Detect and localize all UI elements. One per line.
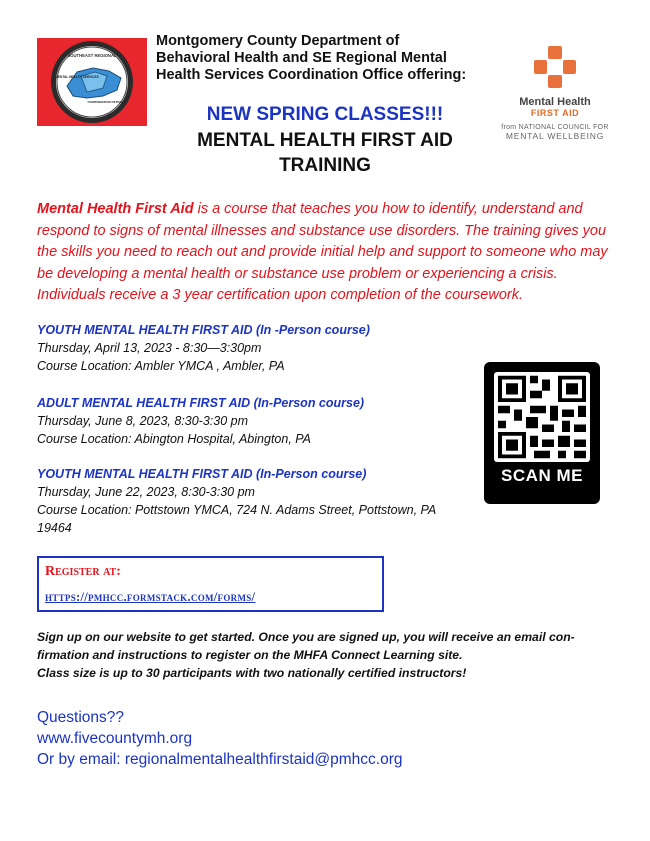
seal-emblem-icon bbox=[37, 38, 147, 126]
course-3 bbox=[37, 465, 469, 537]
seal-top-text: SOUTHEAST REGIONAL bbox=[67, 53, 117, 58]
contact-section bbox=[37, 707, 617, 770]
mhfa-cross-icon bbox=[533, 45, 577, 89]
brand-line-4: MENTAL WELLBEING bbox=[505, 131, 605, 141]
seal-bottom-text: COORDINATION OFFICE bbox=[87, 100, 123, 104]
signup-line-2: Class size is up to 30 participants with two nationally certified instructors! bbox=[37, 666, 467, 680]
organization-header bbox=[156, 33, 496, 84]
seal-left-text: MENTAL HEALTH SERVICES bbox=[55, 75, 99, 79]
register-box bbox=[37, 556, 384, 612]
register-label: Register at: bbox=[45, 564, 121, 579]
website-link[interactable]: www.fivecountymh.org bbox=[37, 730, 193, 747]
mhfa-brand-logo bbox=[500, 45, 610, 141]
seal-logo bbox=[37, 38, 147, 126]
header-line-1: Montgomery County Department of bbox=[156, 33, 400, 49]
course-2-location: Course Location: Abington Hospital, Abington, PA bbox=[37, 432, 312, 446]
header-line-3: Health Services Coordination Office offering: bbox=[156, 67, 467, 83]
signup-line-1: Sign up on our website to get started. Once you are signed up, you will receive an email con-firmation and instructions to register on the MHFA Connect Learning site. bbox=[37, 630, 575, 662]
qr-code[interactable] bbox=[484, 362, 600, 504]
brand-line-3: from NATIONAL COUNCIL FOR bbox=[501, 124, 609, 131]
course-1 bbox=[37, 321, 477, 375]
brand-line-1: Mental Health bbox=[519, 96, 591, 108]
register-link[interactable]: https://pmhcc.formstack.com/forms/ bbox=[45, 590, 256, 604]
title-line-1: MENTAL HEALTH FIRST AID bbox=[197, 130, 453, 151]
intro-lead: Mental Health First Aid bbox=[37, 201, 194, 217]
qr-pattern-icon bbox=[494, 372, 590, 462]
title-line-2: TRAINING bbox=[279, 155, 371, 176]
course-1-date: Thursday, April 13, 2023 - 8:30—3:30pm bbox=[37, 341, 262, 355]
questions-heading: Questions?? bbox=[37, 709, 125, 726]
course-2 bbox=[37, 394, 477, 448]
course-1-title: YOUTH MENTAL HEALTH FIRST AID (In -Person course) bbox=[37, 323, 370, 337]
brand-line-2: FIRST AID bbox=[530, 108, 580, 118]
course-3-title: YOUTH MENTAL HEALTH FIRST AID (In-Person course) bbox=[37, 467, 367, 481]
email-link[interactable]: Or by email: regionalmentalhealthfirstaid@pmhcc.org bbox=[37, 751, 403, 768]
signup-instructions bbox=[37, 628, 622, 682]
header-line-2: Behavioral Health and SE Regional Mental bbox=[156, 50, 447, 66]
new-classes-heading: NEW SPRING CLASSES!!! bbox=[206, 104, 444, 125]
training-title bbox=[150, 128, 500, 178]
scan-me-label: SCAN ME bbox=[501, 466, 583, 485]
intro-body: is a course that teaches you how to identify, understand and respond to signs of mental illnesses and substance use disorders. The training gives you the skills you need to reach out and provide initial help and support to someone who may be developing a mental health or substance use problem or experiencing a crisis. Individuals receive a 3 year certification upon completion of the coursework. bbox=[37, 201, 608, 303]
course-2-title: ADULT MENTAL HEALTH FIRST AID (In-Person course) bbox=[37, 396, 365, 410]
course-3-location: Course Location: Pottstown YMCA, 724 N. Adams Street, Pottstown, PA 19464 bbox=[37, 503, 436, 535]
course-3-date: Thursday, June 22, 2023, 8:30-3:30 pm bbox=[37, 485, 255, 499]
course-1-location: Course Location: Ambler YMCA , Ambler, PA bbox=[37, 359, 285, 373]
course-2-date: Thursday, June 8, 2023, 8:30-3:30 pm bbox=[37, 414, 249, 428]
intro-paragraph bbox=[37, 199, 622, 307]
